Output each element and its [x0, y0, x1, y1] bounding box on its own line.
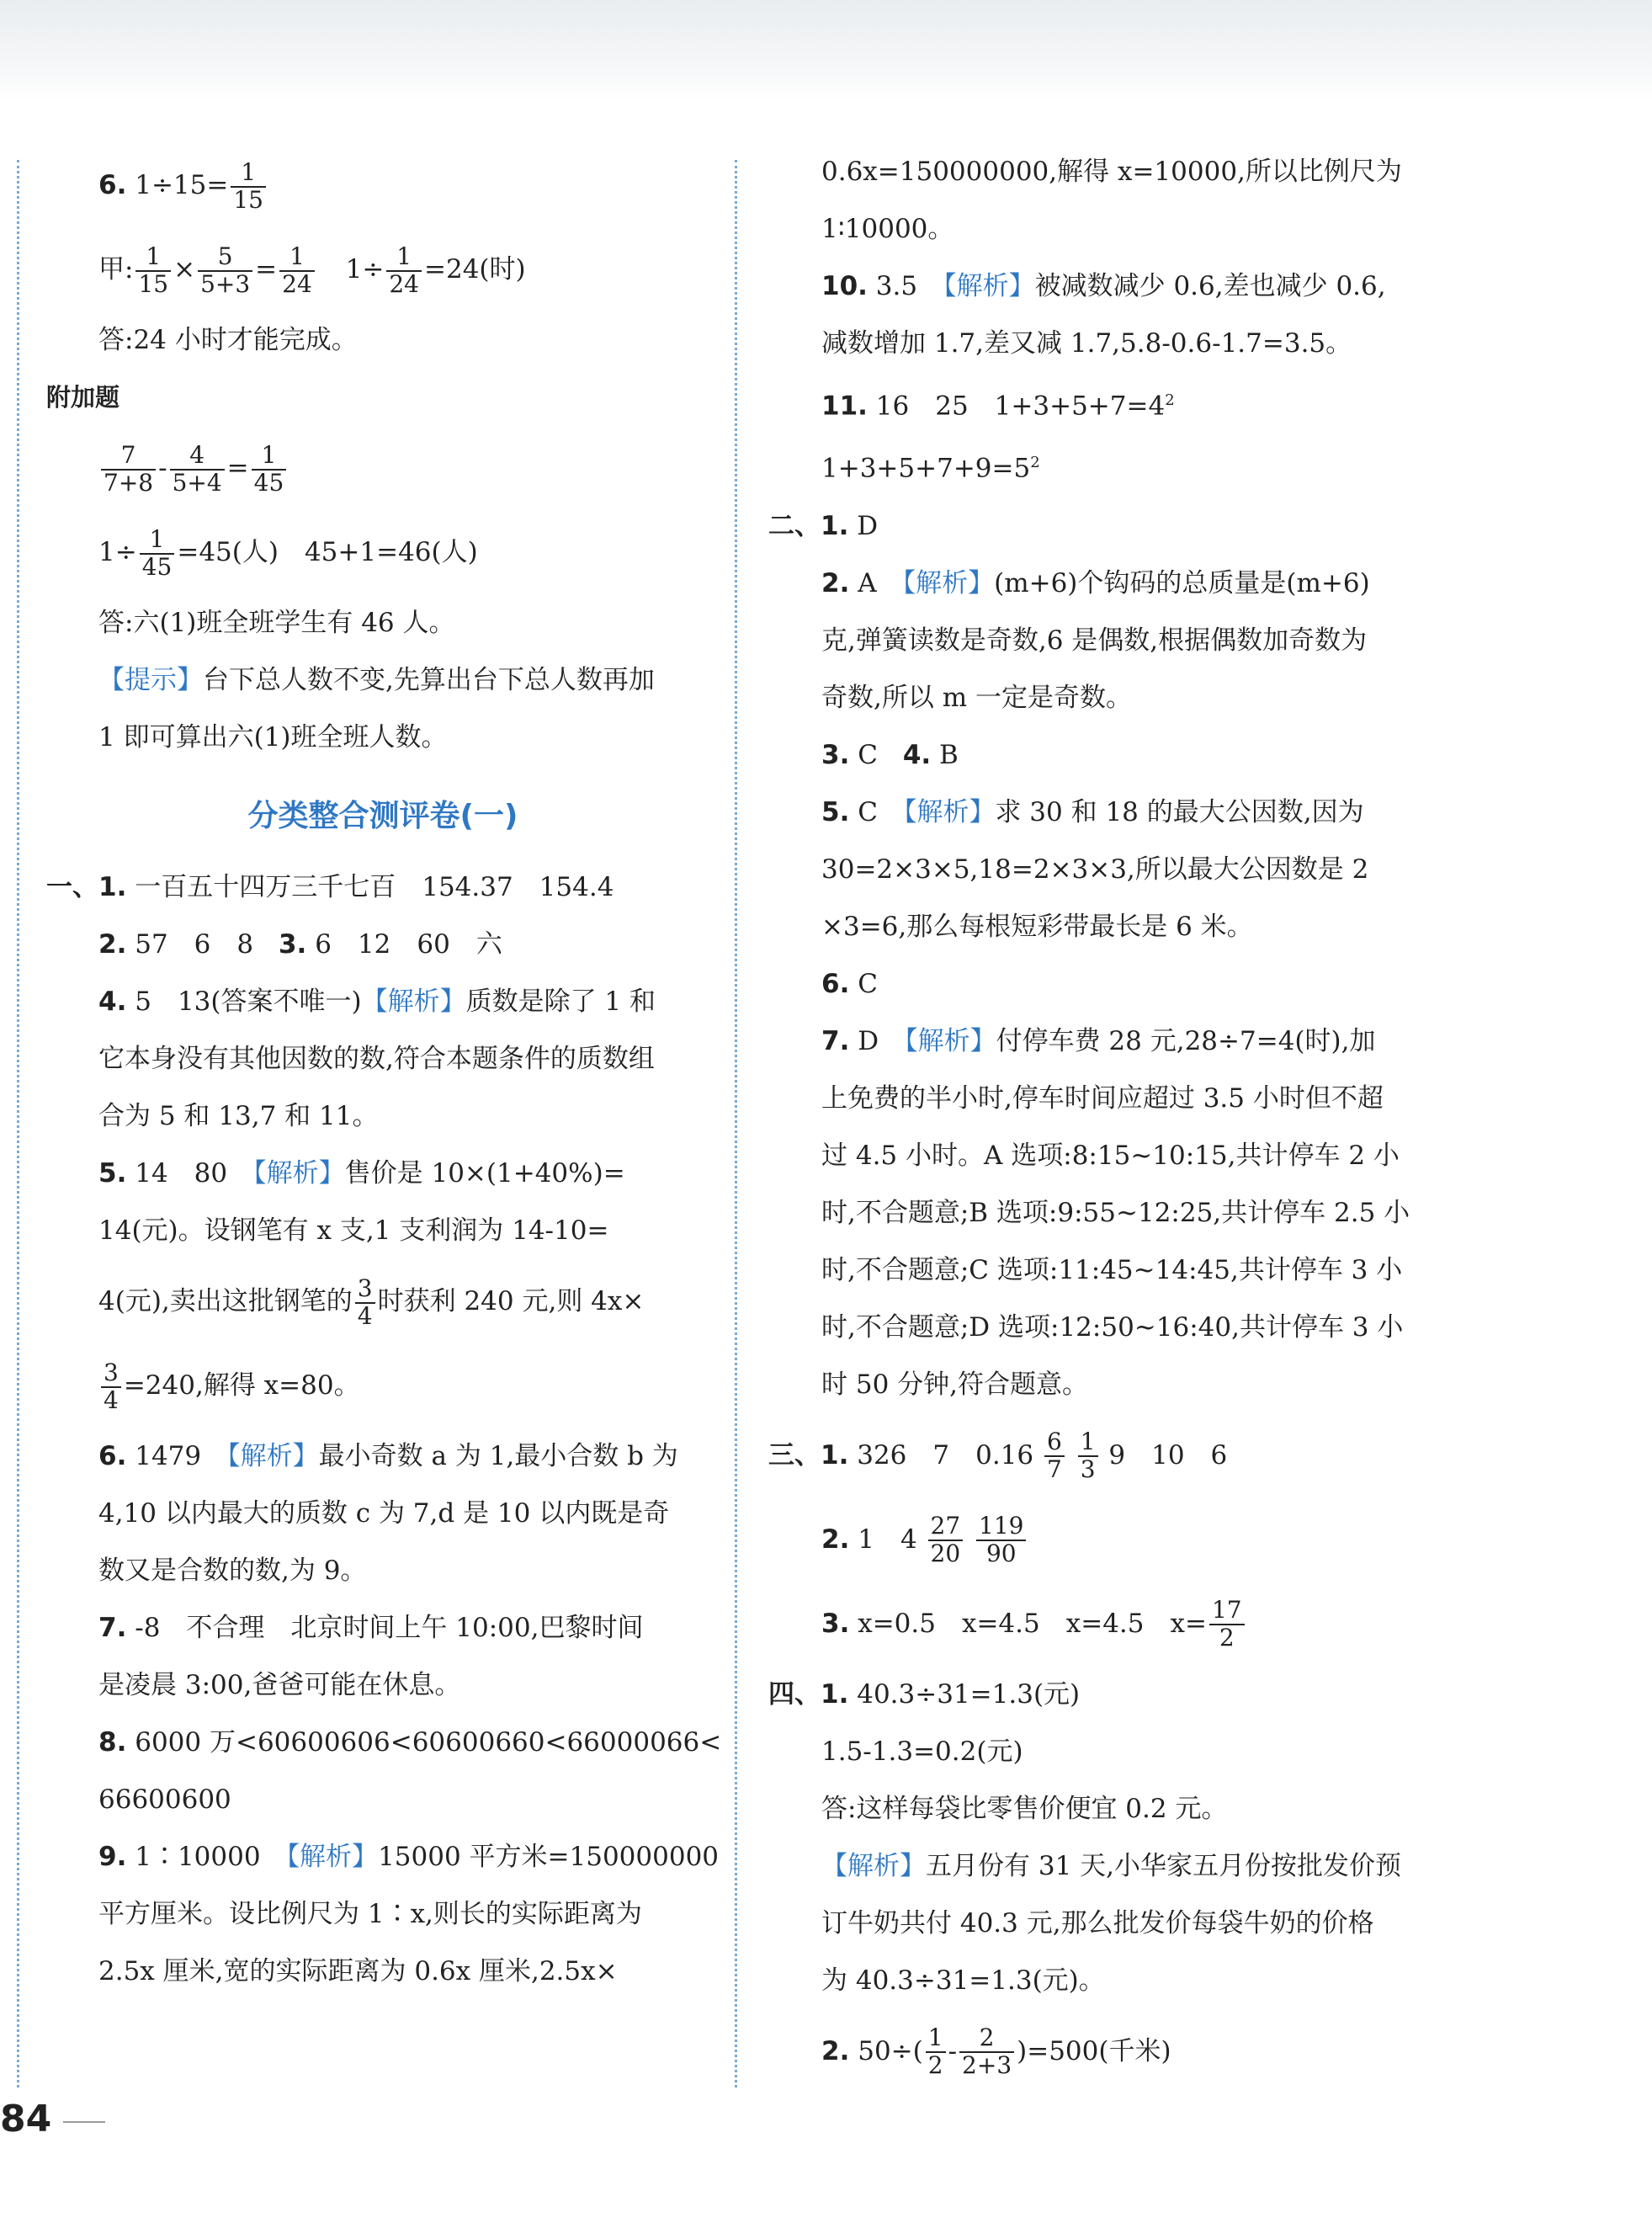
fraction: $\frac{6}{7}$: [1044, 1429, 1065, 1483]
answer-line: 6. 1479 【解析】最小奇数 a 为 1,最小合数 b 为: [98, 1441, 678, 1471]
answer-line: 为 40.3÷31=1.3(元)。: [821, 1965, 1105, 1996]
answer-line: 合为 5 和 13,7 和 11。: [98, 1101, 379, 1131]
answer-line: 奇数,所以 m 一定是奇数。: [821, 682, 1132, 713]
answer-line: 时 50 分钟,符合题意。: [821, 1369, 1089, 1400]
answer-line: 66600600: [98, 1784, 231, 1815]
answer-line: 时,不合题意;D 选项:12:50~16:40,共计停车 3 小: [821, 1311, 1404, 1343]
answer-line: 3. C 4. B: [821, 739, 959, 770]
answer-line: 三、1. 326 7 0.16 $\frac{6}{7}$ $\frac{1}{3}$ 9 10 6: [768, 1428, 1228, 1484]
answer-line: 7. -8 不合理 北京时间上午 10:00,巴黎时间: [98, 1613, 644, 1643]
right-column: [768, 143, 1610, 2093]
answer-line: 1∶10000。: [821, 214, 954, 244]
answer-line: 8. 6000 万<60600606<60600660<66000066<: [98, 1727, 722, 1758]
answer-line: 0.6x=150000000,解得 x=10000,所以比例尺为: [821, 157, 1402, 187]
fraction: $\frac{5}{5+3}$: [198, 244, 252, 298]
answer-line: 2. 1 4 $\frac{27}{20}$ $\frac{119}{90}$: [768, 1497, 1610, 1582]
answer-line: 答:这样每袋比零售价便宜 0.2 元。: [821, 1793, 1228, 1824]
answer-line: 5. 14 80 【解析】售价是 10×(1+40%)=: [98, 1158, 625, 1189]
fraction: $\frac{27}{20}$: [928, 1513, 964, 1567]
answer-line: 4,10 以内最大的质数 c 为 7,d 是 10 以内既是奇: [98, 1498, 670, 1529]
answer-line: 6. 1÷15= $\frac{1}{15}$: [46, 143, 720, 227]
answer-line: 克,弹簧读数是奇数,6 是偶数,根据偶数加奇数为: [821, 625, 1368, 656]
section-title: 分类整合测评卷(一): [247, 799, 518, 833]
hint-tag: 【提示】: [98, 665, 203, 695]
answer-line: 4(元),卖出这批钢笔的 $\frac{3}{4}$ 时获利 240 元,则 4x×: [98, 1274, 645, 1330]
answer-line: 2. 57 6 8 3. 6 12 60 六: [98, 929, 502, 960]
answer-line: 5. C 【解析】求 30 和 18 的最大公因数,因为: [821, 796, 1364, 827]
answer-line: 二、1. D: [768, 510, 879, 541]
answer-line: 【解析】五月份有 31 天,小华家五月份按批发价预: [821, 1850, 1402, 1881]
fraction: $\frac{17}{2}$: [1209, 1598, 1245, 1651]
answer-line: 14(元)。设钢笔有 x 支,1 支利润为 14-10=: [98, 1215, 609, 1246]
fraction: $\frac{3}{4}$: [101, 1360, 121, 1414]
answer-line: 10. 3.5 【解析】被减数减少 0.6,差也减少 0.6,: [821, 271, 1386, 301]
fraction: $\frac{1}{24}$: [279, 244, 315, 298]
page-number-rule: [63, 2121, 105, 2123]
answer-line: $\frac{7}{7+8}$ - $\frac{4}{5+4}$ = $\frac{1}{45}$: [46, 426, 720, 510]
column-divider: [735, 160, 737, 2087]
answer-line: 甲: $\frac{1}{15}$ × $\frac{5}{5+3}$ = $\frac{1}{24}$ 1÷ $\frac{1}{24}$ =24(时): [98, 242, 526, 298]
fraction: $\frac{7}{7+8}$: [101, 443, 156, 497]
fraction: $\frac{1}{45}$: [252, 443, 287, 497]
answer-line: 它本身没有其他因数的数,符合本题条件的质数组: [98, 1044, 655, 1074]
answer-line: $1+3+5+7+9=5^2$: [821, 453, 1040, 484]
answer-line: 是凌晨 3:00,爸爸可能在休息。: [98, 1670, 461, 1700]
answer-line: 四、1. 40.3÷31=1.3(元): [768, 1678, 1081, 1710]
answer-line: 一、1. 一百五十四万三千七百 154.37 154.4: [46, 872, 614, 902]
fraction: $\frac{1}{15}$: [231, 160, 266, 214]
answer-line: 3. x=0.5 x=4.5 x=4.5 x= $\frac{17}{2}$: [768, 1582, 1610, 1666]
answer-line: 7. D 【解析】付停车费 28 元,28÷7=4(时),加: [821, 1025, 1376, 1056]
fraction: $\frac{1}{15}$: [135, 244, 171, 298]
answer-line: 1÷ $\frac{1}{45}$ =45(人) 45+1=46(人): [98, 524, 478, 581]
hint-line: 【提示】台下总人数不变,先算出台下总人数再加: [98, 665, 655, 695]
answer-line: ×3=6,那么每根短彩带最长是 6 米。: [821, 911, 1253, 942]
answer-line: $\frac{3}{4}$ =240,解得 x=80。: [46, 1343, 720, 1428]
answer-line: 30=2×3×5,18=2×3×3,所以最大公因数是 2: [821, 854, 1369, 885]
answer-line: 2. 50÷( $\frac{1}{2}$ - $\frac{2}{2+3}$ )=500(千米): [821, 2024, 1171, 2080]
answer-line: 9. 1∶10000 【解析】15000 平方米=150000000: [98, 1842, 720, 1872]
fraction: $\frac{1}{3}$: [1078, 1429, 1098, 1483]
fraction: $\frac{1}{2}$: [926, 2025, 946, 2079]
answer-line: 过 4.5 小时。A 选项:8:15~10:15,共计停车 2 小: [821, 1140, 1400, 1171]
fraction: $\frac{119}{90}$: [976, 1513, 1026, 1567]
answer-line: 11. 16 25 $1+3+5+7=4^2$: [821, 391, 1175, 422]
answer-line: 1.5-1.3=0.2(元): [821, 1736, 1023, 1767]
answer-line: 6. C: [821, 968, 878, 999]
fraction: $\frac{1}{24}$: [386, 244, 422, 298]
fraction: $\frac{2}{2+3}$: [959, 2025, 1014, 2079]
answer-line: 2.5x 厘米,宽的实际距离为 0.6x 厘米,2.5x×: [98, 1956, 618, 1986]
answer-line: 时,不合题意;C 选项:11:45~14:45,共计停车 3 小: [821, 1254, 1403, 1285]
top-band: [0, 0, 1652, 101]
section-heading: 附加题: [46, 383, 120, 412]
answer-line: 4. 5 13(答案不唯一)【解析】质数是除了 1 和: [98, 987, 656, 1017]
left-column: [46, 143, 720, 2000]
answer-line: 时,不合题意;B 选项:9:55~12:25,共计停车 2.5 小: [821, 1197, 1410, 1228]
page-number: 84: [0, 2098, 52, 2141]
fraction: $\frac{3}{4}$: [355, 1276, 375, 1330]
answer-line: 2. A 【解析】(m+6)个钩码的总质量是(m+6): [821, 567, 1370, 598]
answer-line: 答:六(1)班全班学生有 46 人。: [98, 608, 455, 638]
answer-line: 订牛奶共付 40.3 元,那么批发价每袋牛奶的价格: [821, 1907, 1374, 1938]
answer-line: 减数增加 1.7,差又减 1.7,5.8-0.6-1.7=3.5。: [821, 328, 1352, 359]
hint-line: 1 即可算出六(1)班全班人数。: [98, 722, 448, 753]
answer-line: 答:24 小时才能完成。: [98, 325, 358, 355]
left-margin-divider: [17, 160, 19, 2087]
answer-line: 数又是合数的数,为 9。: [98, 1556, 367, 1586]
answer-line: 上免费的半小时,停车时间应超过 3.5 小时但不超: [821, 1082, 1384, 1114]
answer-line: 平方厘米。设比例尺为 1∶x,则长的实际距离为: [98, 1899, 642, 1929]
fraction: $\frac{1}{45}$: [140, 527, 175, 581]
fraction: $\frac{4}{5+4}$: [170, 443, 225, 497]
